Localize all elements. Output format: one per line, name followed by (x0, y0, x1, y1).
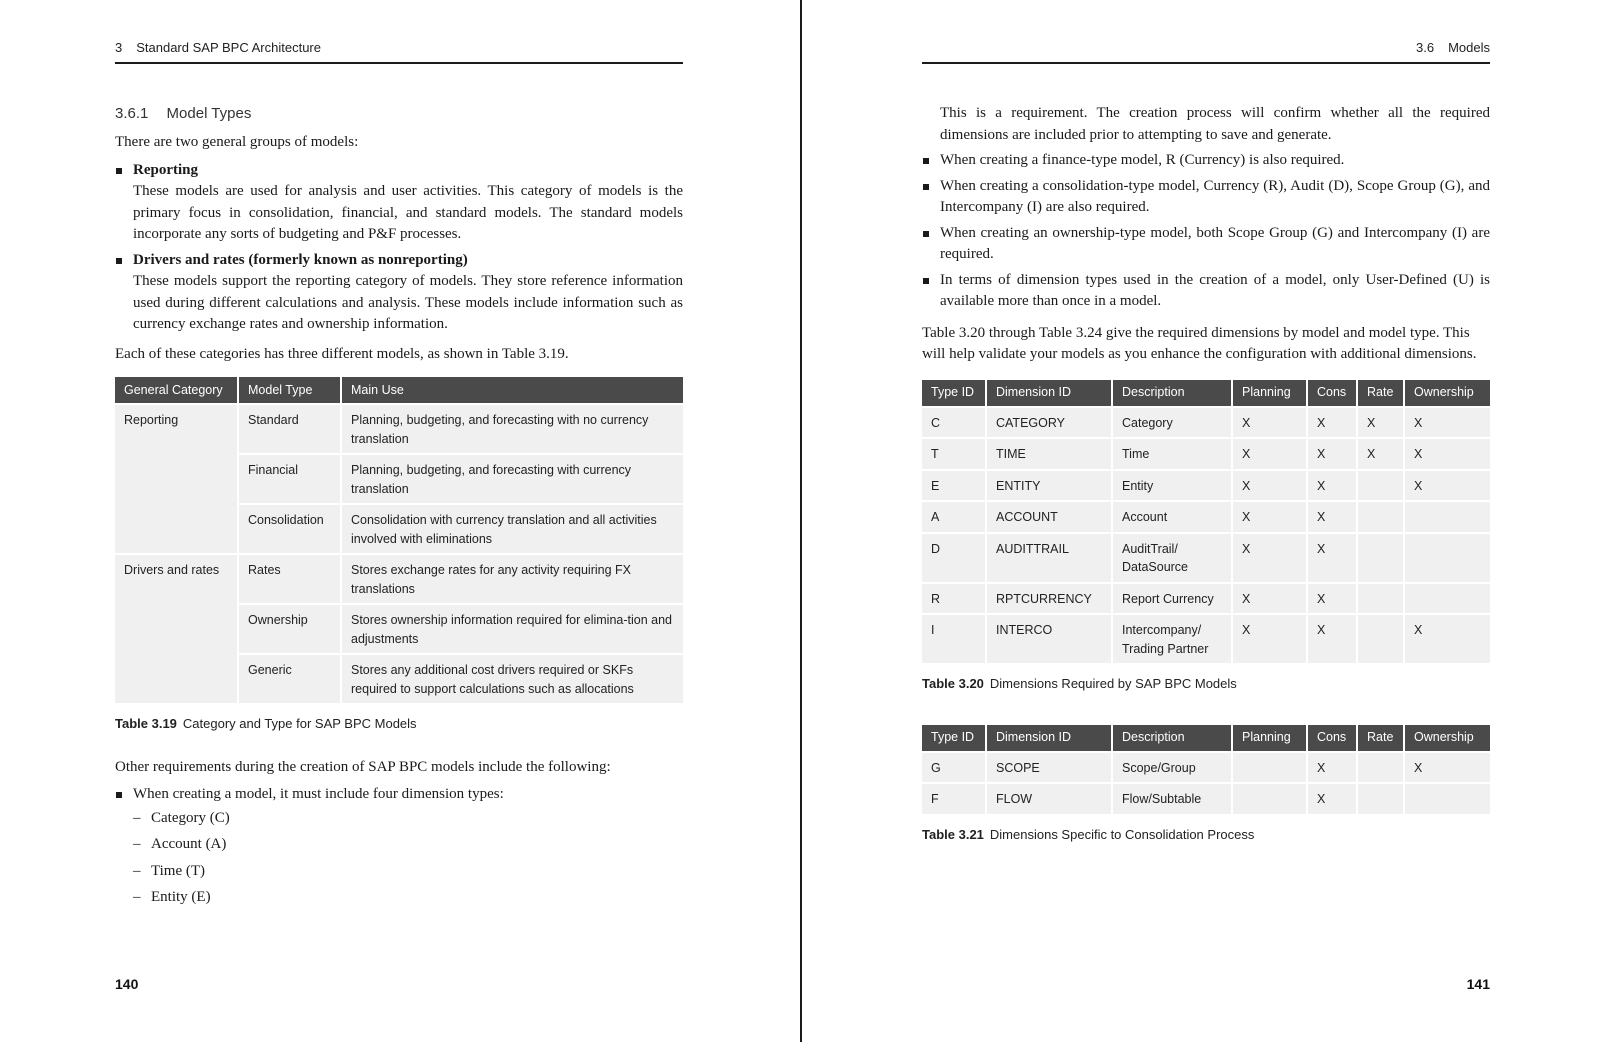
cons-cell: X (1308, 439, 1356, 469)
planning-cell: X (1233, 408, 1306, 438)
cons-cell: X (1308, 408, 1356, 438)
cons-cell: X (1308, 784, 1356, 814)
column-header: Main Use (342, 377, 683, 403)
type-id-cell: A (922, 502, 985, 532)
rate-cell (1358, 615, 1403, 663)
dimension-id-cell: RPTCURRENCY (987, 584, 1111, 614)
running-head (922, 40, 1490, 64)
tables-intro-paragraph: Table 3.20 through Table 3.24 give the required dimensions by model and model type. This will help validate your models as you enhance the configuration with additional dimensions. (922, 324, 1477, 362)
planning-cell: X (1233, 534, 1306, 582)
section-title: Model Types (166, 105, 252, 122)
description-cell: Time (1113, 439, 1231, 469)
type-id-cell: C (922, 408, 985, 438)
ownership-cell: X (1405, 439, 1490, 469)
table-row (922, 408, 1490, 438)
cons-cell: X (1308, 753, 1356, 783)
table-caption (922, 673, 1490, 695)
dimension-type-item: – Account (A) (133, 834, 683, 856)
model-type-cell: Consolidation (239, 505, 340, 553)
dimension-id-cell: ACCOUNT (987, 502, 1111, 532)
cons-cell: X (1308, 615, 1356, 663)
planning-cell (1233, 753, 1306, 783)
table-header-row (922, 725, 1490, 751)
list-item-heading: Drivers and rates (formerly known as nonreporting) (133, 251, 468, 268)
ownership-cell (1405, 584, 1490, 614)
cons-cell: X (1308, 534, 1356, 582)
list-item-text: When creating a model, it must include four dimension types: (133, 786, 504, 802)
description-cell: Entity (1113, 471, 1231, 501)
main-use-cell: Stores exchange rates for any activity requiring FX translations (342, 555, 683, 603)
section-heading (115, 103, 683, 124)
table-row (922, 615, 1490, 663)
description-cell: Account (1113, 502, 1231, 532)
list-item-heading: Reporting (133, 161, 198, 178)
type-id-cell: E (922, 471, 985, 501)
requirements-list (115, 784, 683, 909)
type-id-cell: I (922, 615, 985, 663)
intro-paragraph: There are two general groups of models: (115, 134, 359, 150)
table-row (922, 784, 1490, 814)
model-requirements-list (922, 150, 1490, 313)
right-page (802, 0, 1600, 1042)
section-title: Models (1448, 40, 1490, 55)
dimension-types-list (133, 808, 683, 909)
main-use-cell: Stores any additional cost drivers required or SKFs required to support calculations such as allocations (342, 655, 683, 703)
table-row (115, 405, 683, 453)
description-cell: Flow/Subtable (1113, 784, 1231, 814)
dimension-type-item: – Entity (E) (133, 887, 683, 909)
model-type-cell: Rates (239, 555, 340, 603)
planning-cell (1233, 784, 1306, 814)
main-use-cell: Stores ownership information required for elimina-tion and adjustments (342, 605, 683, 653)
running-head (115, 40, 683, 64)
main-use-cell: Consolidation with currency translation and all activities involved with eliminations (342, 505, 683, 553)
page-number: 141 (1466, 976, 1490, 992)
rate-cell (1358, 534, 1403, 582)
ownership-cell: X (1405, 408, 1490, 438)
model-type-cell: Ownership (239, 605, 340, 653)
description-cell: Scope/Group (1113, 753, 1231, 783)
column-header: Dimension ID (987, 725, 1111, 751)
table-row (922, 584, 1490, 614)
ownership-cell (1405, 534, 1490, 582)
right-body (922, 103, 1490, 845)
model-type-cell: Financial (239, 455, 340, 503)
column-header: Planning (1233, 380, 1306, 406)
column-header: Type ID (922, 725, 985, 751)
table-row (922, 502, 1490, 532)
planning-cell: X (1233, 615, 1306, 663)
main-use-cell: Planning, budgeting, and forecasting with currency translation (342, 455, 683, 503)
table-row (922, 534, 1490, 582)
list-item: When creating a finance-type model, R (Currency) is also required. (922, 150, 1490, 172)
page-number: 140 (115, 976, 139, 992)
caption-number: Table 3.20 (922, 676, 984, 691)
column-header: Ownership (1405, 725, 1490, 751)
type-id-cell: R (922, 584, 985, 614)
dimension-id-cell: CATEGORY (987, 408, 1111, 438)
description-cell: Category (1113, 408, 1231, 438)
dimension-id-cell: ENTITY (987, 471, 1111, 501)
model-type-cell: Generic (239, 655, 340, 703)
column-header: General Category (115, 377, 237, 403)
rate-cell (1358, 753, 1403, 783)
column-header: Model Type (239, 377, 340, 403)
column-header: Type ID (922, 380, 985, 406)
dimension-id-cell: FLOW (987, 784, 1111, 814)
dimension-id-cell: AUDITTRAIL (987, 534, 1111, 582)
table-caption (115, 713, 683, 735)
type-id-cell: D (922, 534, 985, 582)
column-header: Description (1113, 380, 1231, 406)
cons-cell: X (1308, 584, 1356, 614)
dimension-type-item: – Category (C) (133, 808, 683, 830)
column-header: Cons (1308, 380, 1356, 406)
caption-number: Table 3.21 (922, 826, 984, 842)
table-row (922, 439, 1490, 469)
chapter-title: Standard SAP BPC Architecture (136, 40, 321, 55)
continuation-paragraph: This is a requirement. The creation process will confirm whether all the required dimensions are included prior to attempting to save and generate. (940, 105, 1490, 143)
table-row (922, 471, 1490, 501)
table-intro-paragraph: Each of these categories has three different models, as shown in Table 3.19. (115, 345, 569, 362)
type-id-cell: F (922, 784, 985, 814)
cons-cell: X (1308, 502, 1356, 532)
list-item-text: These models support the reporting category of models. They store reference information used during different calculations and analysis. These models include information such as currency exchange rates and ownership information. (133, 273, 683, 332)
column-header: Rate (1358, 380, 1403, 406)
ownership-cell (1405, 502, 1490, 532)
table-3-19 (113, 375, 685, 705)
planning-cell: X (1233, 471, 1306, 501)
left-body (115, 103, 683, 914)
type-id-cell: T (922, 439, 985, 469)
table-3-21 (920, 723, 1492, 816)
caption-text: Category and Type for SAP BPC Models (182, 716, 417, 731)
column-header: Rate (1358, 725, 1403, 751)
list-item: When creating a consolidation-type model, Currency (R), Audit (D), Scope Group (G), and Intercompany (I) are also required. (922, 176, 1490, 219)
type-id-cell: G (922, 753, 985, 783)
planning-cell: X (1233, 439, 1306, 469)
column-header: Dimension ID (987, 380, 1111, 406)
planning-cell: X (1233, 584, 1306, 614)
section-number: 3.6 (1416, 40, 1435, 55)
category-cell: Reporting (115, 405, 237, 553)
rate-cell (1358, 584, 1403, 614)
column-header: Ownership (1405, 380, 1490, 406)
ownership-cell: X (1405, 753, 1490, 783)
list-item: When creating an ownership-type model, both Scope Group (G) and Intercompany (I) are required. (922, 223, 1490, 266)
category-cell: Drivers and rates (115, 555, 237, 703)
table-row (115, 555, 683, 603)
description-cell: AuditTrail/ DataSource (1113, 534, 1231, 582)
dimension-id-cell: TIME (987, 439, 1111, 469)
ownership-cell: X (1405, 615, 1490, 663)
section-number: 3.6.1 (115, 105, 149, 122)
list-item: In terms of dimension types used in the creation of a model, only User-Defined (U) is available more than once in a model. (922, 270, 1490, 313)
column-header: Planning (1233, 725, 1306, 751)
table-header-row (922, 380, 1490, 406)
dimension-type-item: – Time (T) (133, 861, 683, 883)
list-item (115, 160, 683, 246)
table-caption (922, 824, 1490, 846)
requirements-intro: Other requirements during the creation of SAP BPC models include the following: (115, 758, 611, 775)
rate-cell: X (1358, 408, 1403, 438)
ownership-cell (1405, 784, 1490, 814)
dimension-id-cell: SCOPE (987, 753, 1111, 783)
caption-text: Dimensions Specific to Consolidation Process (989, 826, 1255, 842)
description-cell: Intercompany/ Trading Partner (1113, 615, 1231, 663)
rate-cell: X (1358, 439, 1403, 469)
chapter-number: 3 (115, 40, 123, 55)
model-groups-list (115, 160, 683, 336)
list-item (115, 784, 683, 909)
model-type-cell: Standard (239, 405, 340, 453)
ownership-cell: X (1405, 471, 1490, 501)
table-header-row (115, 377, 683, 403)
rate-cell (1358, 784, 1403, 814)
main-use-cell: Planning, budgeting, and forecasting with no currency translation (342, 405, 683, 453)
caption-text: Dimensions Required by SAP BPC Models (989, 676, 1237, 691)
rate-cell (1358, 502, 1403, 532)
column-header: Cons (1308, 725, 1356, 751)
dimension-id-cell: INTERCO (987, 615, 1111, 663)
planning-cell: X (1233, 502, 1306, 532)
list-item (115, 250, 683, 336)
table-row (922, 753, 1490, 783)
table-3-20 (920, 378, 1492, 666)
description-cell: Report Currency (1113, 584, 1231, 614)
caption-number: Table 3.19 (115, 716, 177, 731)
cons-cell: X (1308, 471, 1356, 501)
rate-cell (1358, 471, 1403, 501)
list-item-text: These models are used for analysis and user activities. This category of models is the primary focus in consolidation, financial, and standard models. The standard models incorporate any sorts of budgeting and P&F processes. (133, 183, 683, 242)
column-header: Description (1113, 725, 1231, 751)
